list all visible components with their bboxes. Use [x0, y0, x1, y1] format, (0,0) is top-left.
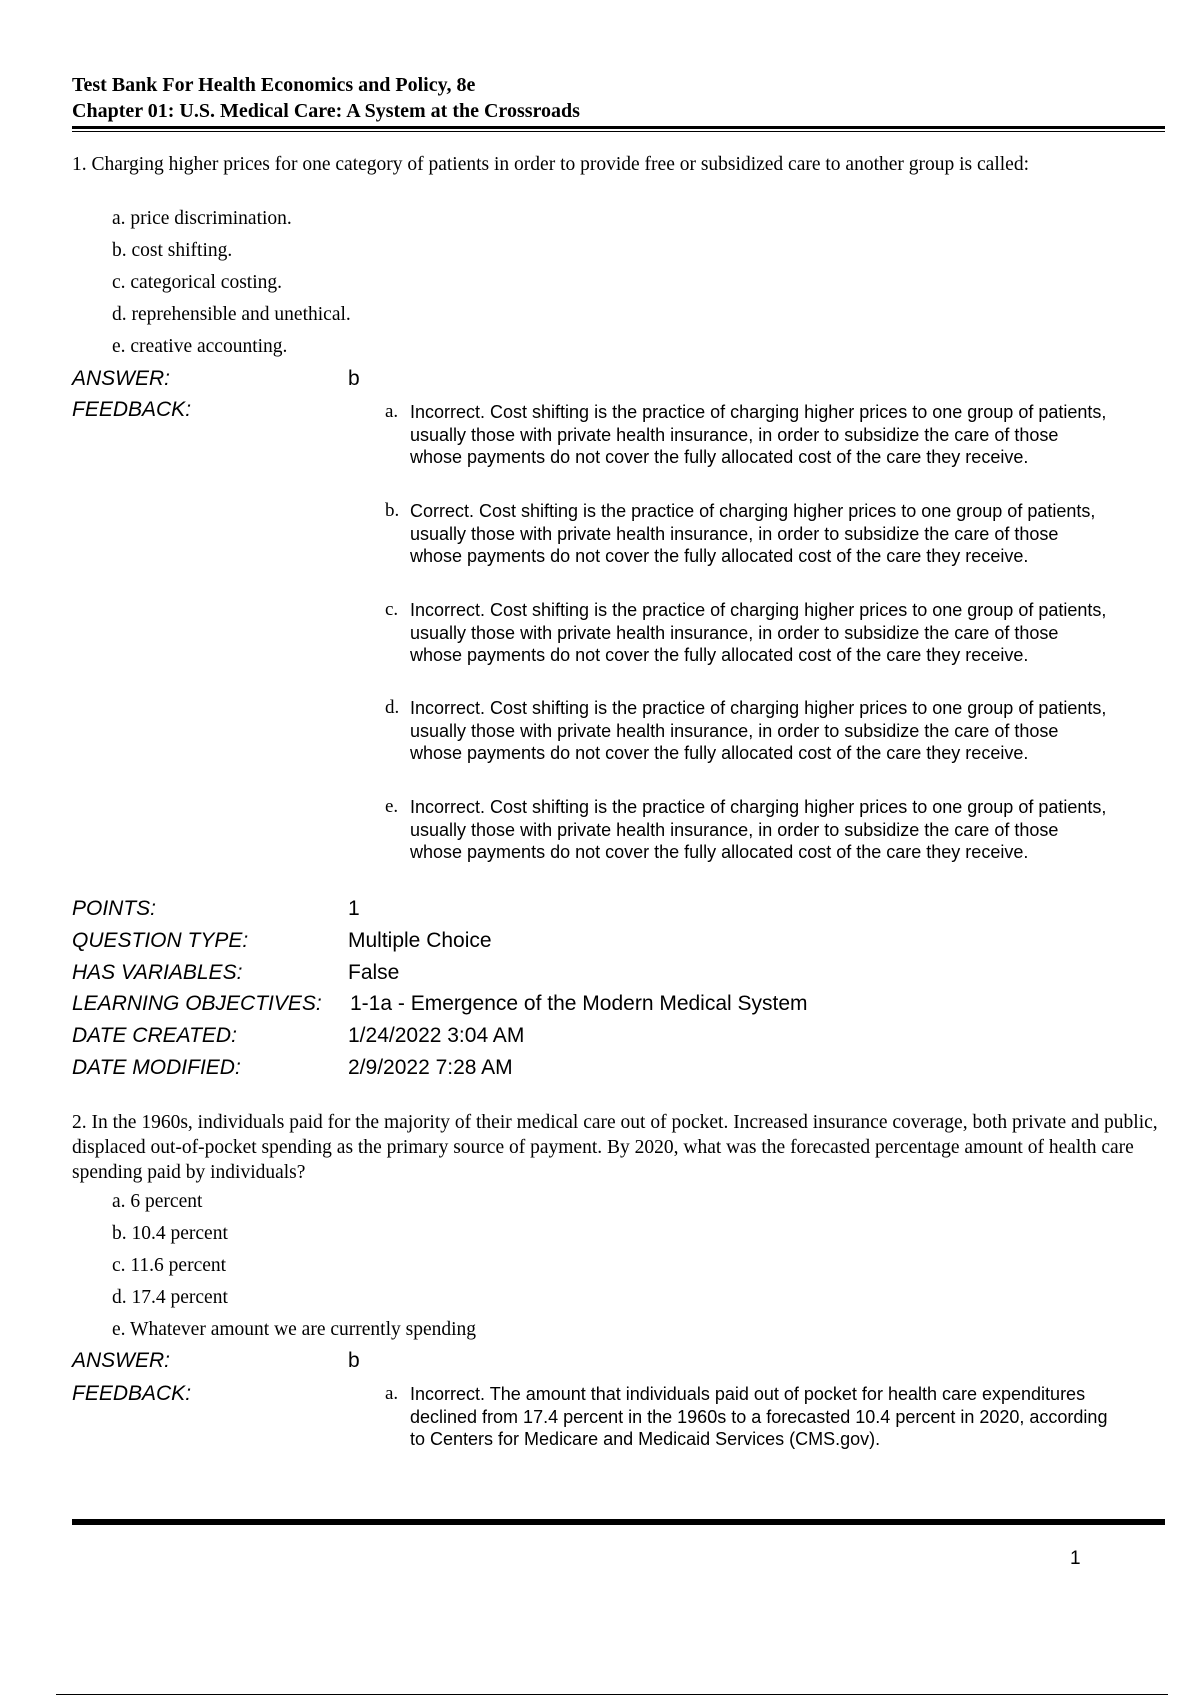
option: c. 11.6 percent [112, 1255, 227, 1276]
question-2-options [112, 1186, 476, 1346]
question-1-options [112, 203, 351, 363]
feedback-letter: e. [385, 796, 399, 817]
feedback-letter: b. [385, 500, 400, 521]
learning-objectives-label: LEARNING OBJECTIVES: [72, 992, 322, 1015]
question-type-value: Multiple Choice [348, 929, 492, 952]
date-modified-label: DATE MODIFIED: [72, 1056, 241, 1079]
chapter-title: Chapter 01: U.S. Medical Care: A System at the Crossroads [72, 100, 580, 122]
option: e. creative accounting. [112, 336, 288, 357]
points-value: 1 [348, 897, 360, 920]
feedback-text: Incorrect. Cost shifting is the practice of charging higher prices to one group of patients, usually those with private health insurance, in order to subsidize the care of those whose payments do not cover the fully allocated cost of the care they receive. [410, 698, 1107, 763]
page-bottom-line [56, 1694, 1168, 1695]
feedback-letter: a. [385, 401, 399, 422]
document-header [72, 72, 580, 124]
feedback-label: FEEDBACK: [72, 398, 192, 421]
page-number: 1 [1070, 1548, 1081, 1569]
question-type-label: QUESTION TYPE: [72, 929, 249, 952]
feedback-letter: a. [385, 1383, 399, 1404]
answer-value: b [348, 367, 360, 390]
option: e. Whatever amount we are currently spending [112, 1319, 477, 1340]
feedback-letter: c. [385, 599, 399, 620]
header-rule-thick [72, 126, 1165, 129]
option: d. 17.4 percent [112, 1287, 228, 1308]
learning-objectives-value: 1-1a - Emergence of the Modern Medical System [350, 992, 808, 1015]
feedback-label: FEEDBACK: [72, 1382, 192, 1405]
option: b. 10.4 percent [112, 1223, 228, 1244]
option: d. reprehensible and unethical. [112, 304, 351, 325]
book-title: Test Bank For Health Economics and Policy, 8e [72, 74, 476, 96]
header-rule-thin [72, 131, 1165, 132]
question-2-stem: 2. In the 1960s, individuals paid for the majority of their medical care out of pocket. Increased insurance coverage, both private and public, displaced out-of-pocket spending as the primary source of payment. By 2020, what was the forecasted percentage amount of health care spending paid by individuals? [72, 1112, 1158, 1183]
option: a. price discrimination. [112, 208, 292, 229]
feedback-text: Incorrect. Cost shifting is the practice of charging higher prices to one group of patients, usually those with private health insurance, in order to subsidize the care of those whose payments do not cover the fully allocated cost of the care they receive. [410, 797, 1107, 862]
footer-rule [72, 1519, 1165, 1525]
feedback-text: Correct. Cost shifting is the practice of charging higher prices to one group of patients, usually those with private health insurance, in order to subsidize the care of those whose payments do not cover the fully allocated cost of the care they receive. [410, 501, 1096, 566]
date-modified-value: 2/9/2022 7:28 AM [348, 1056, 513, 1079]
date-created-value: 1/24/2022 3:04 AM [348, 1024, 525, 1047]
option: b. cost shifting. [112, 240, 233, 261]
points-label: POINTS: [72, 897, 157, 920]
date-created-label: DATE CREATED: [72, 1024, 237, 1047]
has-variables-value: False [348, 961, 400, 984]
answer-value: b [348, 1349, 360, 1372]
answer-label: ANSWER: [72, 1349, 171, 1372]
has-variables-label: HAS VARIABLES: [72, 961, 243, 984]
feedback-text: Incorrect. The amount that individuals paid out of pocket for health care expenditures declined from 17.4 percent in the 1960s to a forecasted 10.4 percent in 2020, according to Centers for Medicare and Medicaid Services (CMS.gov). [410, 1384, 1108, 1449]
option: a. 6 percent [112, 1191, 203, 1212]
answer-label: ANSWER: [72, 367, 171, 390]
option: c. categorical costing. [112, 272, 283, 293]
feedback-letter: d. [385, 697, 400, 718]
feedback-text: Incorrect. Cost shifting is the practice of charging higher prices to one group of patients, usually those with private health insurance, in order to subsidize the care of those whose payments do not cover the fully allocated cost of the care they receive. [410, 402, 1107, 467]
question-1-stem: 1. Charging higher prices for one category of patients in order to provide free or subsidized care to another group is called: [72, 154, 1029, 175]
feedback-text: Incorrect. Cost shifting is the practice of charging higher prices to one group of patients, usually those with private health insurance, in order to subsidize the care of those whose payments do not cover the fully allocated cost of the care they receive. [410, 600, 1107, 665]
